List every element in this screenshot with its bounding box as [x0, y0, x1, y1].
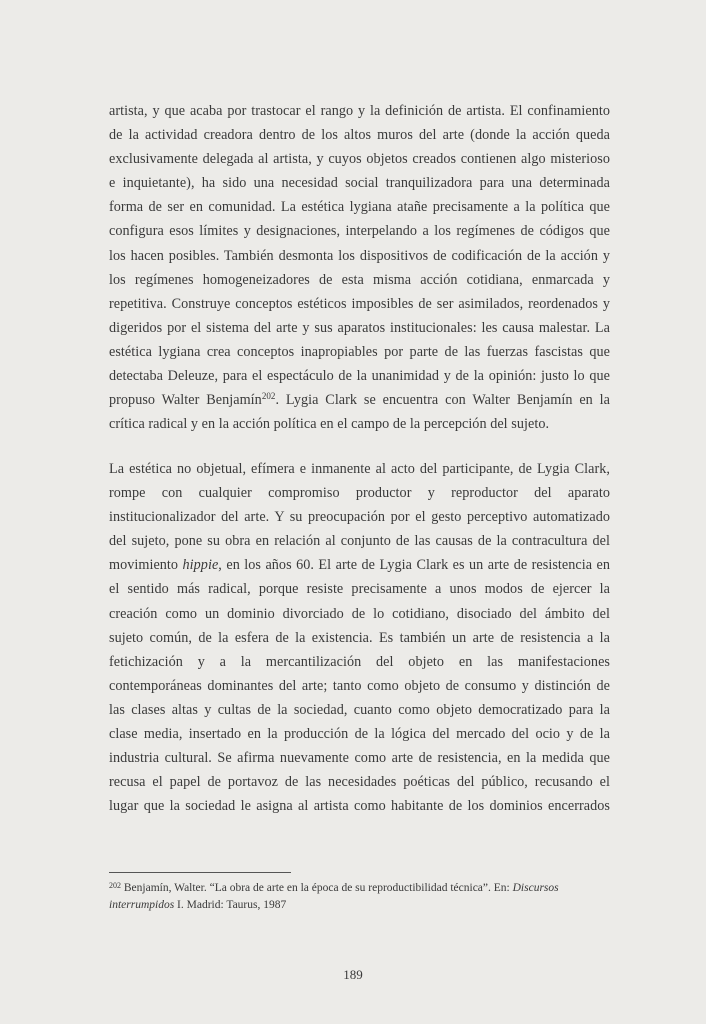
text-line: creación como un dominio divorciado de lo cotidiano, disociado del ámbito del — [109, 605, 610, 622]
text-line: contemporáneas dominantes del arte; tanto como objeto de consumo y distinción de — [109, 677, 610, 694]
body-paragraph-1 — [109, 99, 610, 436]
text-line: los hacen posibles. También desmonta los dispositivos de codificación de la acción y — [109, 247, 610, 264]
text-line: los regímenes homogeneizadores de esta misma acción cotidiana, enmarcada y — [109, 271, 610, 288]
text-line: industria cultural. Se afirma nuevamente como arte de resistencia, en la medida que — [109, 750, 610, 767]
text-line: La estética no objetual, efímera e inmanente al acto del participante, de Lygia Clark, — [109, 461, 610, 477]
line-text: , en los años 60. El arte de Lygia Clark es un arte de resistencia en — [218, 557, 610, 574]
text-line: forma de ser en comunidad. La estética lygiana atañe precisamente a la política que — [109, 199, 610, 216]
text-line: artista, y que acaba por trastocar el rango y la definición de artista. El confinamiento — [109, 103, 610, 119]
text-line: e inquietante), ha sido una necesidad social tranquilizadora para una determinada — [109, 175, 610, 192]
text-line: de la actividad creadora dentro de los altos muros del arte (donde la acción queda — [109, 127, 610, 144]
text-line: digeridos por el sistema del arte y sus aparatos institucionales: les causa malestar. La — [109, 319, 610, 336]
text-line: recusa el papel de portavoz de las necesidades poéticas del público, recusando el — [109, 774, 610, 791]
text-line: las clases altas y cultas de la sociedad, cuanto como objeto democratizado para la — [109, 701, 610, 718]
text-line: lugar que la sociedad le asigna al artista como habitante de los dominios encerrados — [109, 798, 610, 815]
text-line: el sentido más radical, porque resiste precisamente a unos modos de ejercer la — [109, 581, 610, 598]
footnote-italic-title: Discursos interrumpidos — [109, 882, 559, 911]
text-line: fetichización y a la mercantilización del objeto en las manifestaciones — [109, 653, 610, 670]
footnote-number: 202 — [109, 881, 121, 890]
footnote-text: Benjamín, Walter. “La obra de arte en la época de su reproductibilidad técnica”. En: — [121, 882, 513, 894]
footnote-text: I. Madrid: Taurus, 1987 — [174, 899, 287, 911]
text-line: repetitiva. Construye conceptos estéticos imposibles de ser asimilados, reordenados y — [109, 295, 610, 312]
footnote-reference: 202 — [261, 391, 276, 402]
text-line: configura esos límites y designaciones, interpelando a los regímenes de códigos que — [109, 223, 610, 240]
footnote — [109, 880, 613, 914]
text-line: exclusivamente delegada al artista, y cuyos objetos creados contienen algo misterioso — [109, 151, 610, 168]
text-line-with-footnote-ref — [109, 388, 610, 412]
text-line: clase media, insertado en la producción de la lógica del mercado del ocio y de la — [109, 726, 610, 743]
footnote-divider — [109, 872, 291, 873]
line-text: movimiento — [109, 557, 183, 574]
text-line: estética lygiana crea conceptos inapropiables por parte de las fuerzas fascistas que — [109, 343, 610, 360]
body-paragraph-2 — [109, 457, 610, 818]
page-number: 189 — [343, 967, 363, 982]
line-text: . Lygia Clark se encuentra con Walter Benjamín en la — [275, 392, 610, 409]
text-line: institucionalizador del arte. Y su preocupación por el gesto perceptivo automatizado — [109, 509, 610, 526]
text-line: del sujeto, pone su obra en relación al conjunto de las causas de la contracultura del — [109, 533, 610, 550]
text-line: detectaba Deleuze, para el espectáculo de la unanimidad y de la opinión: justo lo que — [109, 368, 610, 385]
text-line-with-italic — [109, 553, 610, 577]
text-line: crítica radical y en la acción política en el campo de la percepción del sujeto. — [109, 416, 550, 433]
line-text: propuso Walter Benjamín — [109, 392, 262, 409]
text-line: sujeto común, de la esfera de la existencia. Es también un arte de resistencia a la — [109, 629, 610, 646]
text-line: rompe con cualquier compromiso productor y reproductor del aparato — [109, 485, 610, 502]
italic-term: hippie — [182, 557, 219, 574]
